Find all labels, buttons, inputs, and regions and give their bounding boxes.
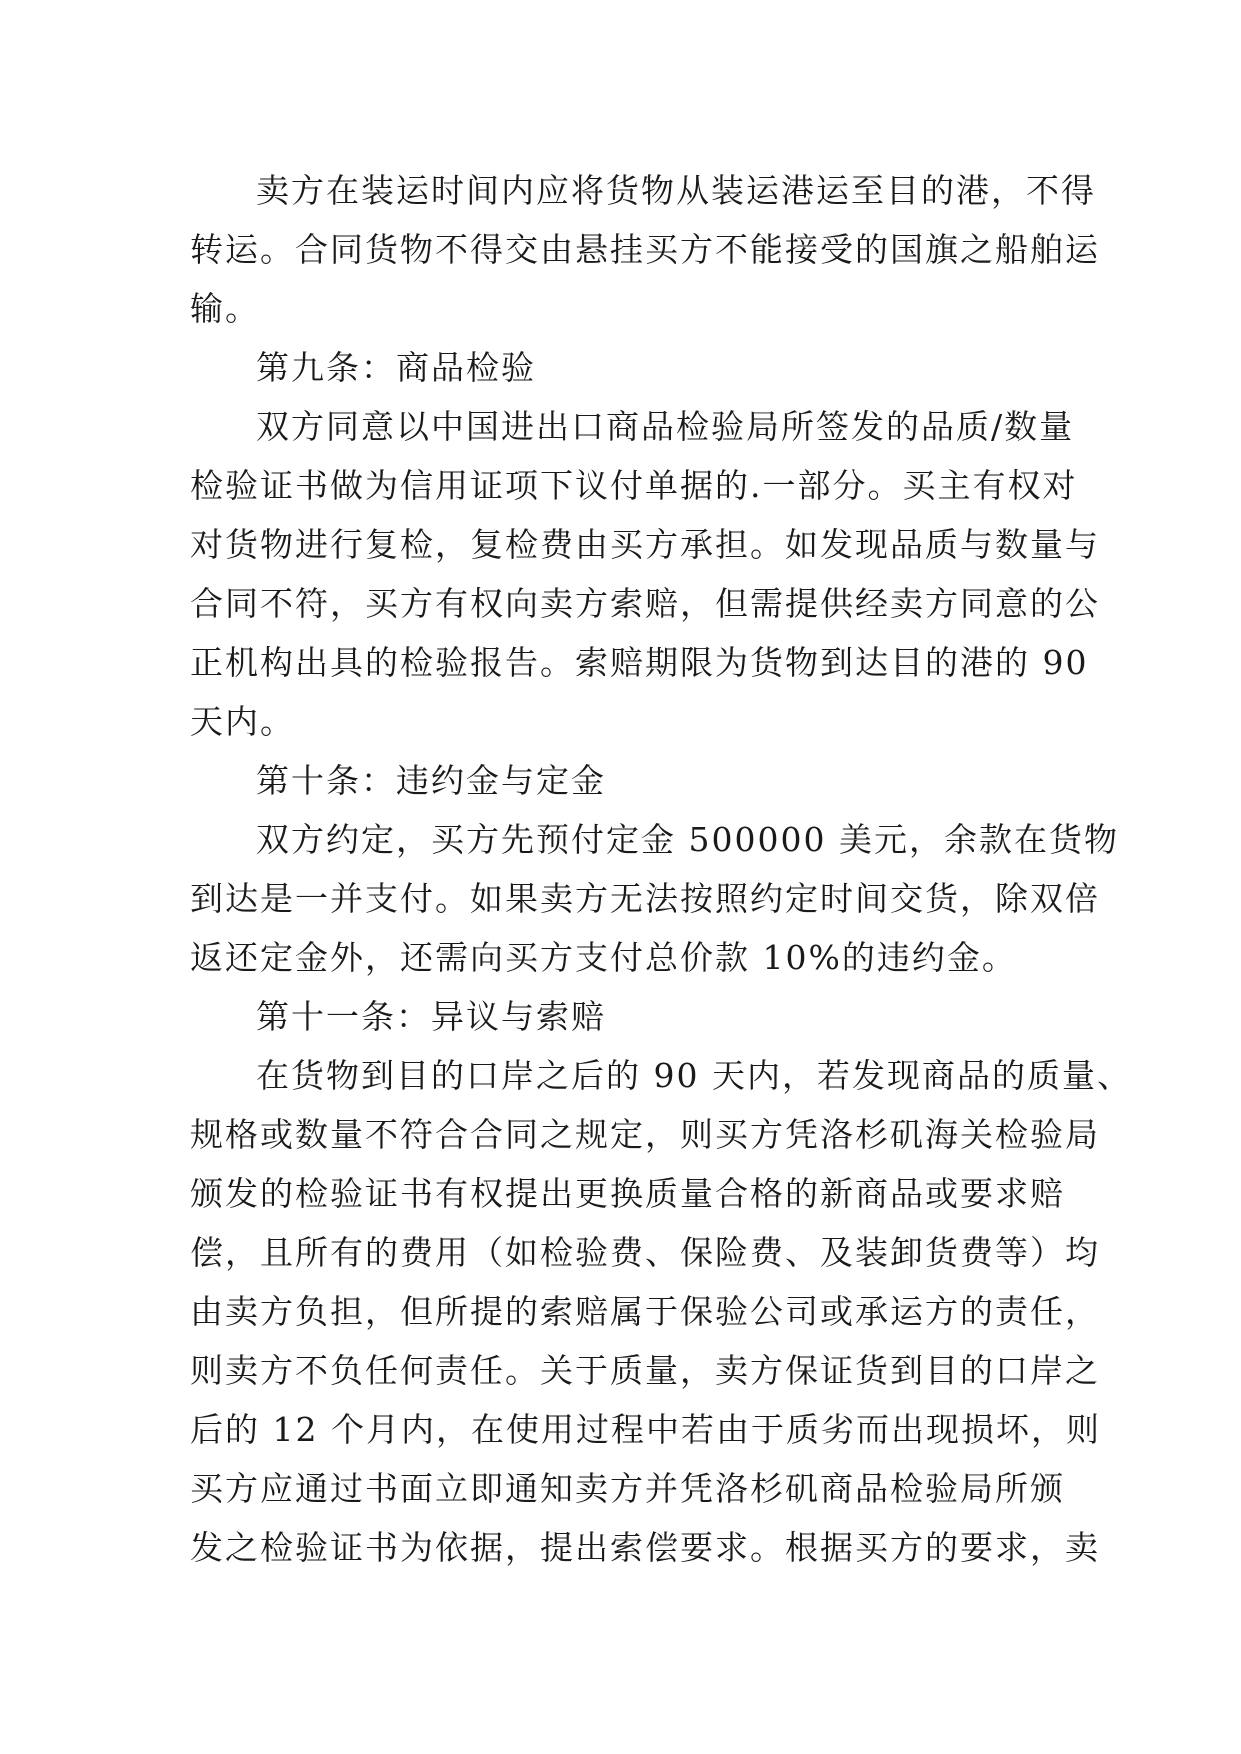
text-line: 由卖方负担，但所提的索赔属于保验公司或承运方的责任， — [190, 1292, 1100, 1331]
text-line: 颁发的检验证书有权提出更换质量合格的新商品或要求赔 — [190, 1174, 1065, 1213]
text-line: 转运。合同货物不得交由悬挂买方不能接受的国旗之船舶运 — [190, 230, 1100, 269]
text-line: 则卖方不负任何责任。关于质量，卖方保证货到目的口岸之 — [190, 1351, 1100, 1390]
section-heading-article-9: 第九条：商品检验 — [256, 348, 536, 387]
text-line: 规格或数量不符合合同之规定，则买方凭洛杉矶海关检验局 — [190, 1115, 1100, 1154]
section-heading-article-11: 第十一条：异议与索赔 — [256, 997, 606, 1036]
text-line: 返还定金外，还需向买方支付总价款 10%的违约金。 — [190, 938, 1017, 977]
text-line: 合同不符，买方有权向卖方索赔，但需提供经卖方同意的公 — [190, 584, 1100, 623]
text-line: 后的 12 个月内，在使用过程中若由于质劣而出现损坏，则 — [190, 1410, 1101, 1449]
text-line: 输。 — [190, 289, 260, 328]
text-line: 卖方在装运时间内应将货物从装运港运至目的港，不得 — [256, 171, 1096, 210]
section-heading-article-10: 第十条：违约金与定金 — [256, 761, 606, 800]
text-line: 偿，且所有的费用（如检验费、保险费、及装卸货费等）均 — [190, 1233, 1100, 1272]
text-line: 双方约定，买方先预付定金 500000 美元，余款在货物 — [256, 820, 1119, 859]
text-line: 在货物到目的口岸之后的 90 天内，若发现商品的质量、 — [256, 1056, 1132, 1095]
text-line: 正机构出具的检验报告。索赔期限为货物到达目的港的 90 — [190, 643, 1089, 682]
text-line: 双方同意以中国进出口商品检验局所签发的品质/数量 — [256, 407, 1075, 446]
text-line: 对货物进行复检，复检费由买方承担。如发现品质与数量与 — [190, 525, 1100, 564]
text-line: 到达是一并支付。如果卖方无法按照约定时间交货，除双倍 — [190, 879, 1100, 918]
text-line: 天内。 — [190, 702, 295, 741]
text-line: 买方应通过书面立即通知卖方并凭洛杉矶商品检验局所颁 — [190, 1469, 1065, 1508]
text-line: 发之检验证书为依据，提出索偿要求。根据买方的要求，卖 — [190, 1528, 1100, 1567]
text-line: 检验证书做为信用证项下议付单据的.一部分。买主有权对 — [190, 466, 1078, 505]
document-body — [190, 161, 1132, 1577]
